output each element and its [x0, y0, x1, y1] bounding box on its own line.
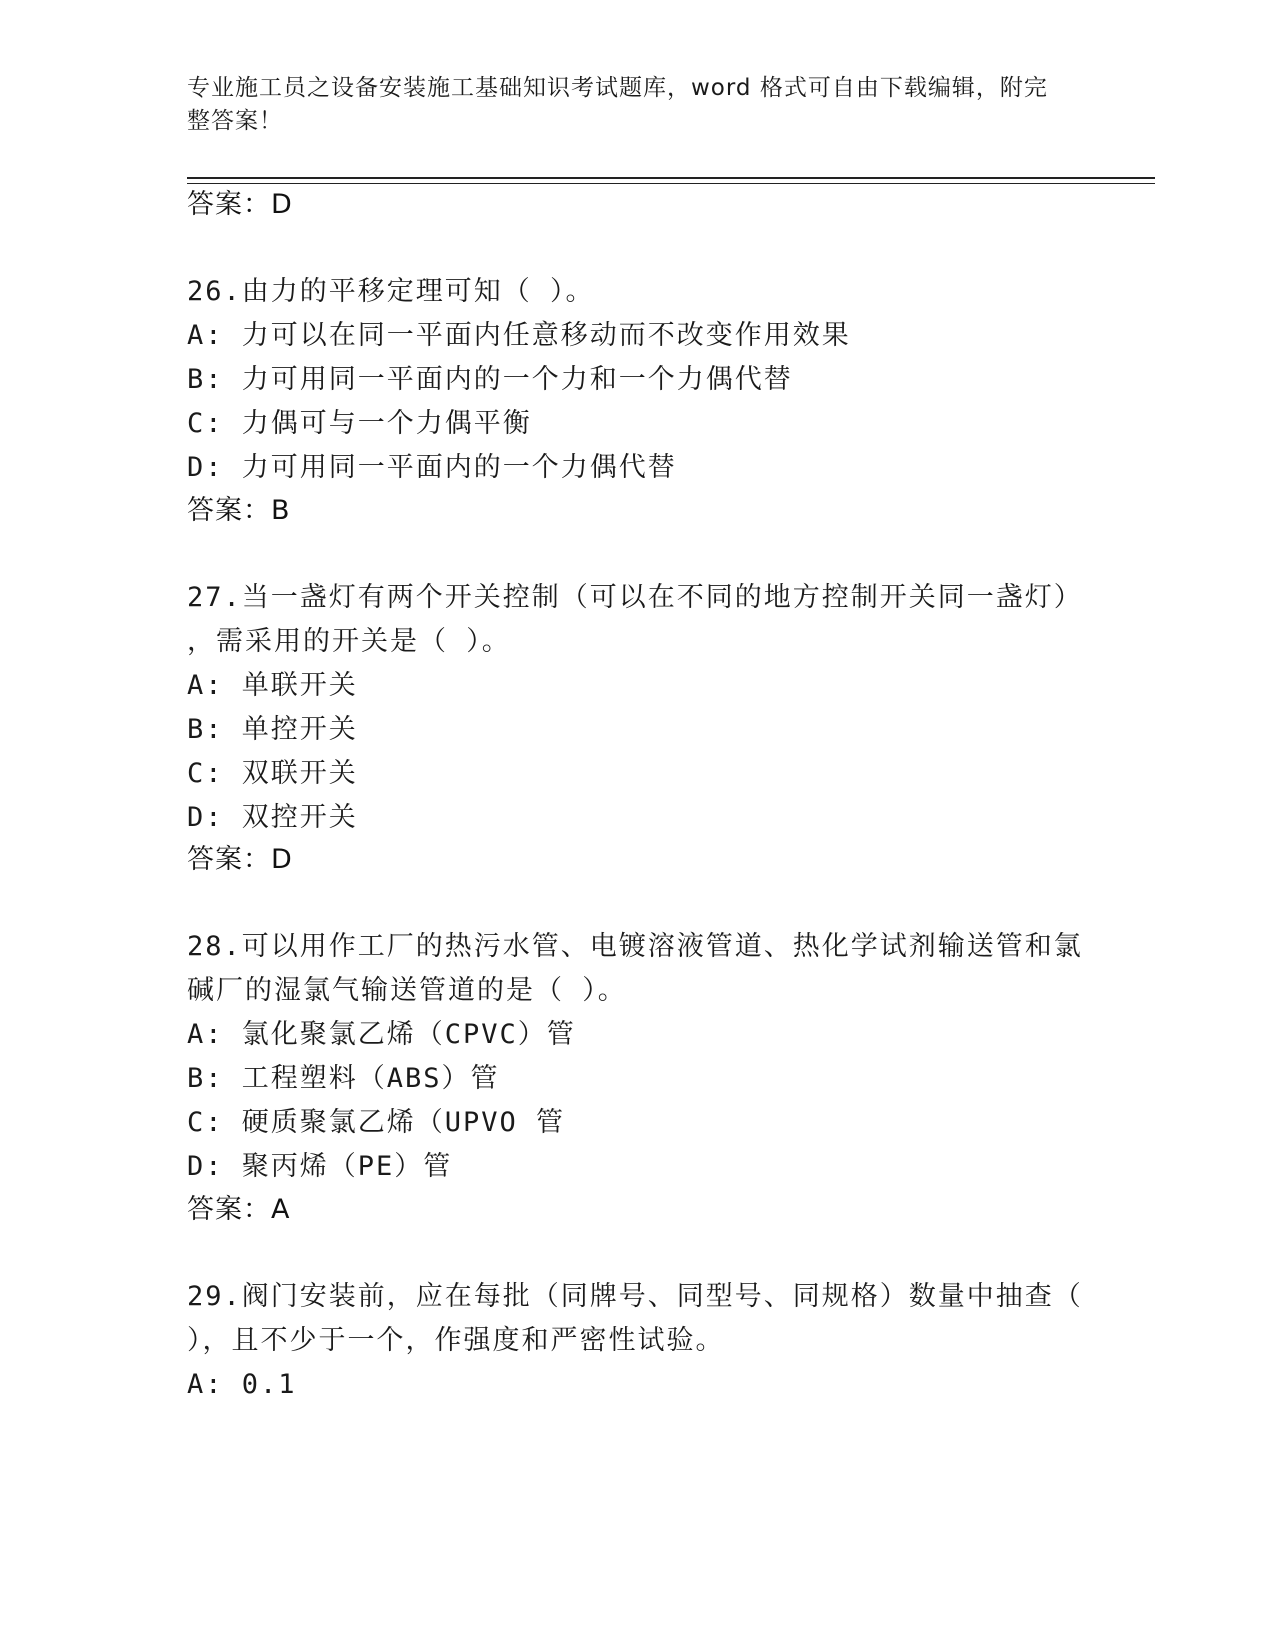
option-c: C: 硬质聚氯乙烯（UPVO 管: [187, 1107, 566, 1138]
document-header: 专业施工员之设备安装施工基础知识考试题库，word 格式可自由下载编辑，附完整答案！: [187, 75, 1048, 134]
option-a: A: 单联开关: [187, 670, 358, 701]
question-stem: 26.由力的平移定理可知（ ）。: [187, 276, 595, 307]
option-b: B: 工程塑料（ABS）管: [187, 1063, 500, 1094]
answer-line: 答案：D: [187, 844, 293, 875]
option-d: D: 力可用同一平面内的一个力偶代替: [187, 452, 677, 483]
option-a: A: 力可以在同一平面内任意移动而不改变作用效果: [187, 320, 851, 351]
option-c: C: 力偶可与一个力偶平衡: [187, 408, 532, 439]
option-c: C: 双联开关: [187, 758, 358, 789]
option-b: B: 单控开关: [187, 714, 358, 745]
answer-line: 答案：A: [187, 1194, 291, 1225]
option-b: B: 力可用同一平面内的一个力和一个力偶代替: [187, 364, 793, 395]
question-stem-continued: ），且不少于一个，作强度和严密性试验。: [187, 1325, 725, 1356]
question-stem-continued: ，需采用的开关是（ ）。: [187, 626, 511, 657]
option-d: D: 聚丙烯（PE）管: [187, 1151, 453, 1182]
option-a: A: 氯化聚氯乙烯（CPVC）管: [187, 1019, 576, 1050]
option-d: D: 双控开关: [187, 802, 358, 833]
answer-line: 答案：D: [187, 189, 293, 220]
question-stem-continued: 碱厂的湿氯气输送管道的是（ ）。: [187, 975, 627, 1006]
header-rule: [187, 177, 1155, 179]
question-stem: 28.可以用作工厂的热污水管、电镀溶液管道、热化学试剂输送管和氯: [187, 931, 1083, 962]
header-rule-thin: [187, 183, 1155, 184]
question-stem: 29.阀门安装前，应在每批（同牌号、同型号、同规格）数量中抽查（: [187, 1281, 1083, 1312]
question-stem: 27.当一盏灯有两个开关控制（可以在不同的地方控制开关同一盏灯）: [187, 582, 1083, 613]
option-a: A: 0.1: [187, 1369, 297, 1400]
answer-line: 答案：B: [187, 495, 291, 526]
